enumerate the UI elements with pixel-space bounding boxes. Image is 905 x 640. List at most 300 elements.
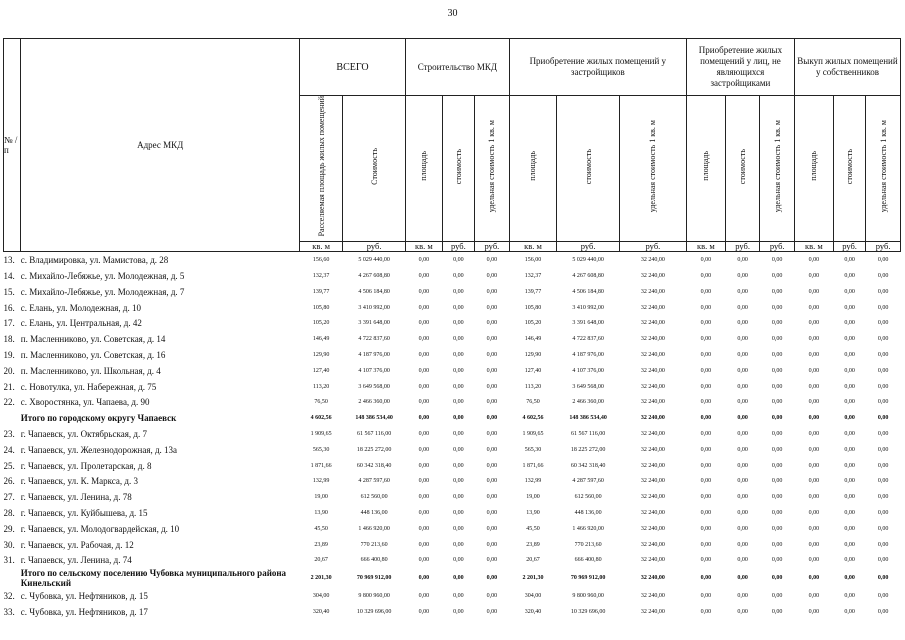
row-value: 0,00 <box>844 462 855 469</box>
row-value: 0,00 <box>877 575 889 582</box>
row-value: 0,00 <box>844 415 855 422</box>
row-value: 0,00 <box>453 415 464 422</box>
table-row <box>4 379 901 395</box>
row-value: 10 329 696,00 <box>356 609 392 616</box>
row-address: с. Елань, ул. Молодежная, д. 10 <box>20 302 141 313</box>
row-value: 0,00 <box>700 462 712 469</box>
header-unit: руб. <box>833 242 865 252</box>
header-unit: руб. <box>725 242 760 252</box>
row-value: 0,00 <box>418 478 430 485</box>
row-value: 60 342 318,40 <box>356 462 392 469</box>
row-value: 0,00 <box>808 367 820 374</box>
row-value: 0,00 <box>844 367 855 374</box>
row-value: 0,00 <box>737 510 748 517</box>
header-vertical-label <box>866 96 901 242</box>
row-value: 666 400,80 <box>360 557 388 564</box>
row-value: 32 240,00 <box>640 352 665 359</box>
row-address: с. Чубовка, ул. Нефтяников, д. 17 <box>20 607 148 618</box>
header-vertical-text: площадь <box>701 151 711 182</box>
row-value: 0,00 <box>418 609 430 616</box>
header-no: № /п <box>4 39 21 252</box>
row-value: 4 187 976,00 <box>572 352 604 359</box>
row-value: 0,00 <box>771 399 783 406</box>
row-value: 0,00 <box>737 288 748 295</box>
header-unit: кв. м <box>300 242 343 252</box>
row-value: 0,00 <box>700 494 712 501</box>
row-value: 0,00 <box>486 367 498 374</box>
row-value: 32 240,00 <box>640 431 665 438</box>
table-row <box>4 395 901 411</box>
row-number: 19. <box>3 350 15 361</box>
row-value: 0,00 <box>700 415 712 422</box>
row-value: 0,00 <box>486 593 498 600</box>
row-value: 32 240,00 <box>640 257 665 264</box>
row-value: 0,00 <box>486 304 498 311</box>
row-value: 0,00 <box>453 557 464 564</box>
row-value: 0,00 <box>877 478 889 485</box>
row-value: 0,00 <box>808 525 820 532</box>
row-value: 0,00 <box>418 541 430 548</box>
row-value: 0,00 <box>808 446 820 453</box>
row-value: 320,40 <box>312 609 330 616</box>
table-row <box>4 331 901 347</box>
row-value: 0,00 <box>418 352 430 359</box>
row-value: 0,00 <box>877 525 889 532</box>
row-value: 0,00 <box>700 446 712 453</box>
row-value: 139,77 <box>312 288 330 295</box>
header-unit: руб. <box>557 242 620 252</box>
row-value: 0,00 <box>771 257 783 264</box>
row-value: 0,00 <box>486 494 498 501</box>
row-value: 0,00 <box>700 288 712 295</box>
row-value: 0,00 <box>877 273 889 280</box>
row-value: 0,00 <box>844 304 855 311</box>
row-value: 0,00 <box>771 462 783 469</box>
row-value: 0,00 <box>418 593 430 600</box>
page-number: 30 <box>447 8 458 19</box>
row-value: 105,20 <box>524 320 542 327</box>
row-value: 0,00 <box>808 494 820 501</box>
total-row <box>4 410 901 426</box>
row-value: 132,37 <box>312 273 330 280</box>
row-value: 0,00 <box>737 609 748 616</box>
row-address: Итого по сельскому поселению Чубовка муниципального района Кинельский <box>20 568 287 589</box>
row-value: 105,80 <box>312 304 330 311</box>
row-address: г. Чапаевск, ул. Ленина, д. 74 <box>20 555 132 566</box>
row-value: 0,00 <box>877 257 889 264</box>
row-value: 0,00 <box>486 609 498 616</box>
table-row <box>4 300 901 316</box>
row-value: 0,00 <box>700 367 712 374</box>
row-value: 0,00 <box>808 415 820 422</box>
row-value: 18 225 272,00 <box>356 446 392 453</box>
row-value: 20,67 <box>526 557 540 564</box>
row-value: 0,00 <box>453 593 464 600</box>
row-value: 0,00 <box>771 494 783 501</box>
row-value: 0,00 <box>771 593 783 600</box>
row-value: 0,00 <box>877 494 889 501</box>
row-value: 0,00 <box>453 446 464 453</box>
row-number: 33. <box>3 607 15 618</box>
row-value: 0,00 <box>700 478 712 485</box>
row-value: 0,00 <box>700 609 712 616</box>
row-value: 156,60 <box>312 257 330 264</box>
row-value: 2 201,30 <box>310 575 332 582</box>
header-vertical-label <box>509 96 557 242</box>
row-value: 0,00 <box>418 415 430 422</box>
row-value: 0,00 <box>844 525 855 532</box>
row-address: с. Владимировка, ул. Мамистова, д. 28 <box>20 255 169 266</box>
row-value: 9 800 960,00 <box>572 593 604 600</box>
row-value: 0,00 <box>844 593 855 600</box>
row-number: 31. <box>3 555 15 566</box>
row-value: 32 240,00 <box>640 415 665 422</box>
row-value: 0,00 <box>486 462 498 469</box>
row-address: с. Хворостянка, ул. Чапаева, д. 90 <box>20 397 150 408</box>
row-value: 0,00 <box>486 510 498 517</box>
row-value: 0,00 <box>453 609 464 616</box>
table-row <box>4 588 901 604</box>
header-vertical-label <box>794 96 833 242</box>
row-value: 0,00 <box>844 510 855 517</box>
row-value: 0,00 <box>877 510 889 517</box>
row-value: 19,00 <box>526 494 540 501</box>
table-row <box>4 347 901 363</box>
table-row <box>4 474 901 490</box>
row-value: 0,00 <box>771 609 783 616</box>
row-value: 0,00 <box>844 446 855 453</box>
row-value: 5 029 440,00 <box>358 257 390 264</box>
row-value: 0,00 <box>700 510 712 517</box>
row-value: 76,50 <box>526 399 540 406</box>
resettlement-table <box>3 38 901 620</box>
row-number: 29. <box>3 523 15 534</box>
row-value: 0,00 <box>418 557 430 564</box>
row-value: 45,50 <box>314 525 328 532</box>
row-value: 0,00 <box>737 557 748 564</box>
row-value: 0,00 <box>453 352 464 359</box>
row-number: 25. <box>3 460 15 471</box>
row-value: 1 466 920,00 <box>358 525 390 532</box>
row-value: 0,00 <box>737 446 748 453</box>
row-value: 0,00 <box>737 525 748 532</box>
row-value: 3 410 992,00 <box>358 304 390 311</box>
row-value: 0,00 <box>700 304 712 311</box>
row-value: 5 029 440,00 <box>572 257 604 264</box>
row-value: 0,00 <box>808 510 820 517</box>
row-value: 32 240,00 <box>640 541 665 548</box>
row-value: 612 560,00 <box>360 494 388 501</box>
row-value: 32 240,00 <box>640 575 665 582</box>
row-value: 0,00 <box>877 431 889 438</box>
row-value: 448 136,00 <box>574 510 602 517</box>
row-value: 32 240,00 <box>640 462 665 469</box>
row-value: 0,00 <box>453 478 464 485</box>
row-value: 0,00 <box>808 257 820 264</box>
row-value: 0,00 <box>877 383 889 390</box>
header-vertical-label <box>725 96 760 242</box>
row-value: 0,00 <box>808 557 820 564</box>
row-address: Итого по городскому округу Чапаевск <box>20 413 177 424</box>
table-row <box>4 521 901 537</box>
row-value: 4 107 376,00 <box>572 367 604 374</box>
row-value: 0,00 <box>877 367 889 374</box>
row-address: с. Михайло-Лебяжье, ул. Молодежная, д. 5 <box>20 271 185 282</box>
row-value: 0,00 <box>877 336 889 343</box>
row-number: 14. <box>3 271 15 282</box>
row-value: 32 240,00 <box>640 383 665 390</box>
row-value: 0,00 <box>737 462 748 469</box>
row-number: 30. <box>3 539 15 550</box>
row-value: 304,00 <box>312 593 330 600</box>
row-value: 0,00 <box>737 304 748 311</box>
row-value: 18 225 272,00 <box>570 446 606 453</box>
row-value: 129,90 <box>312 352 330 359</box>
row-value: 0,00 <box>700 399 712 406</box>
row-address: п. Масленниково, ул. Школьная, д. 4 <box>20 365 161 376</box>
row-value: 0,00 <box>418 288 430 295</box>
row-value: 0,00 <box>453 510 464 517</box>
row-value: 0,00 <box>737 541 748 548</box>
row-value: 0,00 <box>486 478 498 485</box>
row-number: 15. <box>3 286 15 297</box>
header-unit: руб. <box>343 242 406 252</box>
row-value: 0,00 <box>771 320 783 327</box>
row-value: 1 871,66 <box>310 462 332 469</box>
row-value: 23,89 <box>526 541 540 548</box>
row-value: 1 909,65 <box>522 431 544 438</box>
row-value: 61 567 116,00 <box>356 431 392 438</box>
row-value: 0,00 <box>771 415 783 422</box>
row-value: 0,00 <box>453 525 464 532</box>
header-vertical-label <box>475 96 510 242</box>
row-number <box>4 568 21 588</box>
row-number: 24. <box>3 444 15 455</box>
header-vertical-text: удельная стоимость 1 кв. м <box>878 120 888 213</box>
row-value: 0,00 <box>737 336 748 343</box>
table-row <box>4 489 901 505</box>
header-group-total: ВСЕГО <box>300 39 406 96</box>
row-value: 0,00 <box>418 367 430 374</box>
row-value: 0,00 <box>453 273 464 280</box>
row-value: 13,90 <box>526 510 540 517</box>
row-number: 17. <box>3 318 15 329</box>
row-value: 0,00 <box>877 352 889 359</box>
row-value: 0,00 <box>418 257 430 264</box>
table-row <box>4 284 901 300</box>
row-value: 113,20 <box>524 383 542 390</box>
row-value: 0,00 <box>737 593 748 600</box>
header-group-non-developers: Приобретение жилых помещений у лиц, не являющихся застройщиками <box>686 39 794 96</box>
row-value: 0,00 <box>737 367 748 374</box>
row-value: 0,00 <box>771 273 783 280</box>
row-value: 0,00 <box>844 494 855 501</box>
row-value: 770 213,60 <box>574 541 602 548</box>
row-value: 0,00 <box>453 431 464 438</box>
row-value: 23,89 <box>314 541 328 548</box>
header-unit: руб. <box>442 242 474 252</box>
row-value: 0,00 <box>844 541 855 548</box>
row-value: 127,40 <box>524 367 542 374</box>
row-value: 0,00 <box>700 257 712 264</box>
row-value: 0,00 <box>877 288 889 295</box>
row-value: 2 466 360,00 <box>358 399 390 406</box>
row-value: 0,00 <box>844 336 855 343</box>
row-value: 0,00 <box>877 593 889 600</box>
row-value: 32 240,00 <box>640 399 665 406</box>
row-number: 23. <box>3 429 15 440</box>
row-value: 0,00 <box>844 431 855 438</box>
row-value: 0,00 <box>877 304 889 311</box>
row-value: 770 213,60 <box>360 541 388 548</box>
row-value: 105,80 <box>524 304 542 311</box>
row-value: 4 722 837,60 <box>572 336 604 343</box>
header-vertical-text: площадь <box>809 151 819 182</box>
row-value: 0,00 <box>844 273 855 280</box>
row-value: 0,00 <box>771 367 783 374</box>
row-number: 20. <box>3 365 15 376</box>
row-value: 0,00 <box>771 431 783 438</box>
header-vertical-text: удельная стоимость 1 кв. м <box>487 120 497 213</box>
header-vertical-label <box>833 96 865 242</box>
row-value: 3 391 648,00 <box>358 320 390 327</box>
row-value: 3 391 648,00 <box>572 320 604 327</box>
row-value: 32 240,00 <box>640 593 665 600</box>
row-value: 4 602,56 <box>310 415 332 422</box>
row-value: 0,00 <box>808 383 820 390</box>
row-value: 156,00 <box>524 257 542 264</box>
header-group-buyout: Выкуп жилых помещений у собственников <box>794 39 900 96</box>
row-value: 0,00 <box>808 288 820 295</box>
row-value: 4 722 837,60 <box>358 336 390 343</box>
row-value: 32 240,00 <box>640 288 665 295</box>
row-value: 0,00 <box>486 320 498 327</box>
header-address: Адрес МКД <box>21 39 300 252</box>
row-value: 4 187 976,00 <box>358 352 390 359</box>
row-value: 0,00 <box>808 575 820 582</box>
row-value: 0,00 <box>737 478 748 485</box>
row-number: 13. <box>3 255 15 266</box>
row-value: 0,00 <box>453 336 464 343</box>
row-value: 0,00 <box>486 288 498 295</box>
row-value: 0,00 <box>418 494 430 501</box>
row-value: 20,67 <box>314 557 328 564</box>
row-value: 0,00 <box>700 593 712 600</box>
table-row <box>4 268 901 284</box>
header-unit: кв. м <box>509 242 557 252</box>
row-address: г. Чапаевск, ул. Рабочая, д. 12 <box>20 539 134 550</box>
row-value: 0,00 <box>771 446 783 453</box>
row-value: 0,00 <box>808 478 820 485</box>
row-value: 0,00 <box>737 273 748 280</box>
row-number: 22. <box>3 397 15 408</box>
header-vertical-text: удельная стоимость 1 кв. м <box>648 120 658 213</box>
row-value: 0,00 <box>877 320 889 327</box>
row-value: 0,00 <box>418 336 430 343</box>
row-value: 0,00 <box>418 273 430 280</box>
row-value: 0,00 <box>418 304 430 311</box>
table-row <box>4 363 901 379</box>
row-value: 0,00 <box>486 399 498 406</box>
row-value: 32 240,00 <box>640 320 665 327</box>
header-vertical-label <box>760 96 795 242</box>
header-unit: руб. <box>760 242 795 252</box>
row-value: 0,00 <box>418 525 430 532</box>
row-value: 0,00 <box>771 557 783 564</box>
row-value: 0,00 <box>700 575 712 582</box>
row-value: 0,00 <box>700 383 712 390</box>
table-row <box>4 604 901 620</box>
row-value: 0,00 <box>844 320 855 327</box>
row-value: 132,37 <box>524 273 542 280</box>
row-value: 565,30 <box>524 446 542 453</box>
row-value: 0,00 <box>808 431 820 438</box>
table-row <box>4 442 901 458</box>
row-value: 0,00 <box>418 462 430 469</box>
table-row <box>4 537 901 553</box>
row-value: 0,00 <box>771 383 783 390</box>
header-vertical-text: Стоимость <box>369 147 379 185</box>
row-value: 0,00 <box>737 415 748 422</box>
row-value: 565,30 <box>312 446 330 453</box>
row-value: 0,00 <box>808 336 820 343</box>
row-value: 0,00 <box>453 367 464 374</box>
row-value: 132,99 <box>524 478 542 485</box>
row-value: 0,00 <box>418 575 430 582</box>
row-value: 139,77 <box>524 288 542 295</box>
header-vertical-text: удельная стоимость 1 кв. м <box>772 120 782 213</box>
row-value: 0,00 <box>844 288 855 295</box>
row-value: 0,00 <box>418 320 430 327</box>
row-value: 132,99 <box>312 478 330 485</box>
row-value: 0,00 <box>771 288 783 295</box>
row-value: 0,00 <box>737 352 748 359</box>
header-unit: кв. м <box>405 242 442 252</box>
row-value: 4 107 376,00 <box>358 367 390 374</box>
row-value: 0,00 <box>486 336 498 343</box>
row-value: 0,00 <box>844 352 855 359</box>
row-value: 3 649 568,00 <box>572 383 604 390</box>
row-value: 1 909,65 <box>310 431 332 438</box>
row-value: 0,00 <box>486 525 498 532</box>
header-unit: руб. <box>619 242 686 252</box>
row-address: г. Чапаевск, ул. Куйбышева, д. 15 <box>20 508 148 519</box>
row-value: 32 240,00 <box>640 510 665 517</box>
row-number: 16. <box>3 302 15 313</box>
row-value: 0,00 <box>808 273 820 280</box>
row-address: с. Чубовка, ул. Нефтяников, д. 15 <box>20 591 148 602</box>
row-address: г. Чапаевск, ул. Молодогвардейская, д. 10 <box>20 523 180 534</box>
header-unit: руб. <box>475 242 510 252</box>
row-value: 0,00 <box>700 541 712 548</box>
row-value: 0,00 <box>453 383 464 390</box>
row-value: 105,20 <box>312 320 330 327</box>
row-number <box>4 410 21 426</box>
header-vertical-label <box>343 96 406 242</box>
row-value: 32 240,00 <box>640 336 665 343</box>
row-value: 612 560,00 <box>574 494 602 501</box>
table-row <box>4 426 901 442</box>
row-value: 0,00 <box>486 575 498 582</box>
row-value: 19,00 <box>314 494 328 501</box>
row-value: 0,00 <box>418 383 430 390</box>
row-value: 0,00 <box>486 383 498 390</box>
row-value: 4 267 608,80 <box>572 273 604 280</box>
row-value: 4 287 597,60 <box>358 478 390 485</box>
row-value: 32 240,00 <box>640 609 665 616</box>
row-value: 0,00 <box>808 609 820 616</box>
row-number: 32. <box>3 591 15 602</box>
